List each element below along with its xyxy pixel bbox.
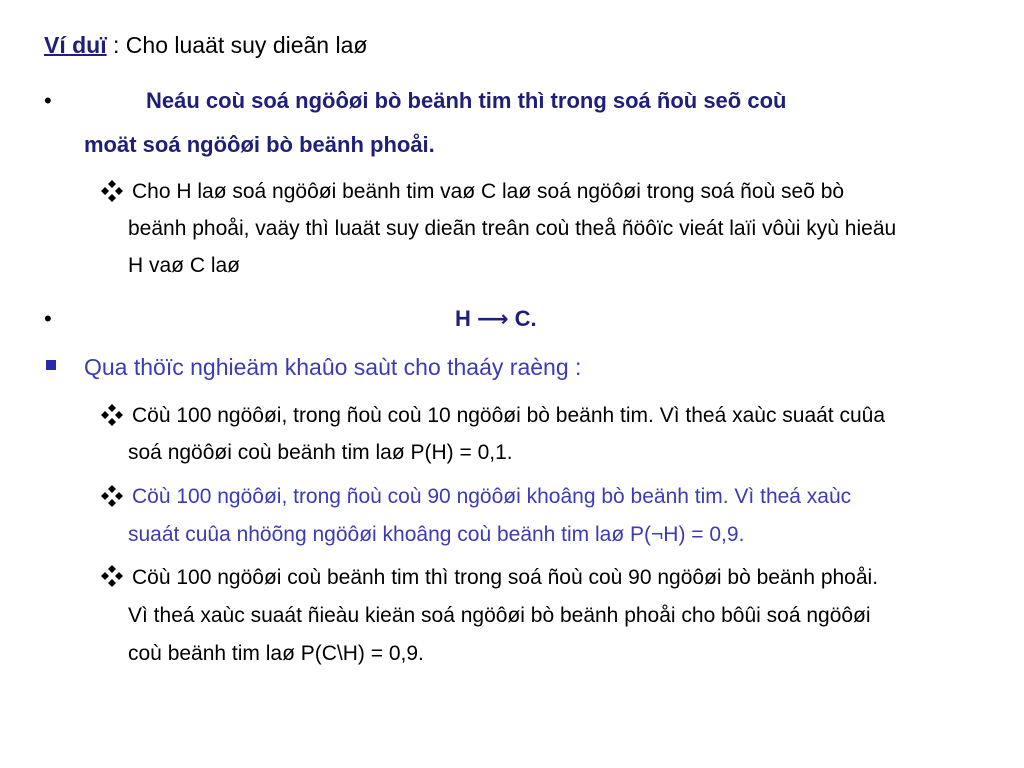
bullet2-text: H ⟶ C. (455, 306, 537, 331)
sub3-line2: suaát cuûa nhöõng ngöôøi khoâng coù beänh tim laø P(¬H) = 0,9. (128, 523, 745, 546)
bullet1-line1: Neáu coù soá ngöôøi bò beänh tim thì trong soá ñoù seõ coù (146, 88, 787, 113)
slide-title (44, 32, 367, 59)
title-label: Ví duï (44, 32, 107, 58)
sub4-line3: coù beänh tim laø P(C\H) = 0,9. (128, 642, 424, 665)
diamond-4-icon (101, 485, 123, 507)
diamond-4-icon (101, 404, 123, 426)
sub4-line2: Vì theá xaùc suaát ñieàu kieän soá ngöôøi bò beänh phoåi cho bôûi soá ngöôøi (128, 604, 871, 627)
diamond-4-icon (101, 565, 123, 587)
bullet-dot-icon: • (44, 306, 52, 331)
sub3-line1: Cöù 100 ngöôøi, trong ñoù coù 90 ngöôøi khoâng bò beänh tim. Vì theá xaùc (132, 485, 852, 508)
bullet3-text: Qua thöïc nghieäm khaûo saùt cho thaáy raèng : (84, 354, 582, 380)
sub1-line1: Cho H laø soá ngöôøi beänh tim vaø C laø soá ngöôøi trong soá ñoù seõ bò (132, 180, 845, 203)
sub4-line1: Cöù 100 ngöôøi coù beänh tim thì trong soá ñoù coù 90 ngöôøi bò beänh phoåi. (132, 566, 879, 589)
title-rest: : Cho luaät suy dieãn laø (106, 32, 368, 58)
sub1-line2: beänh phoåi, vaäy thì luaät suy dieãn treân coù theå ñöôïc vieát laïi vôùi kyù hieäu (128, 217, 897, 240)
sub2-line1: Cöù 100 ngöôøi, trong ñoù coù 10 ngöôøi bò beänh tim. Vì theá xaùc suaát cuûa (132, 404, 886, 427)
sub2-line2: soá ngöôøi coù beänh tim laø P(H) = 0,1. (128, 441, 513, 464)
diamond-4-icon (101, 180, 123, 202)
square-icon (46, 360, 56, 370)
sub1-line3: H vaø C laø (128, 254, 241, 277)
bullet-dot-icon: • (44, 88, 52, 113)
bullet1-line2: moät soá ngöôøi bò beänh phoåi. (84, 132, 435, 157)
